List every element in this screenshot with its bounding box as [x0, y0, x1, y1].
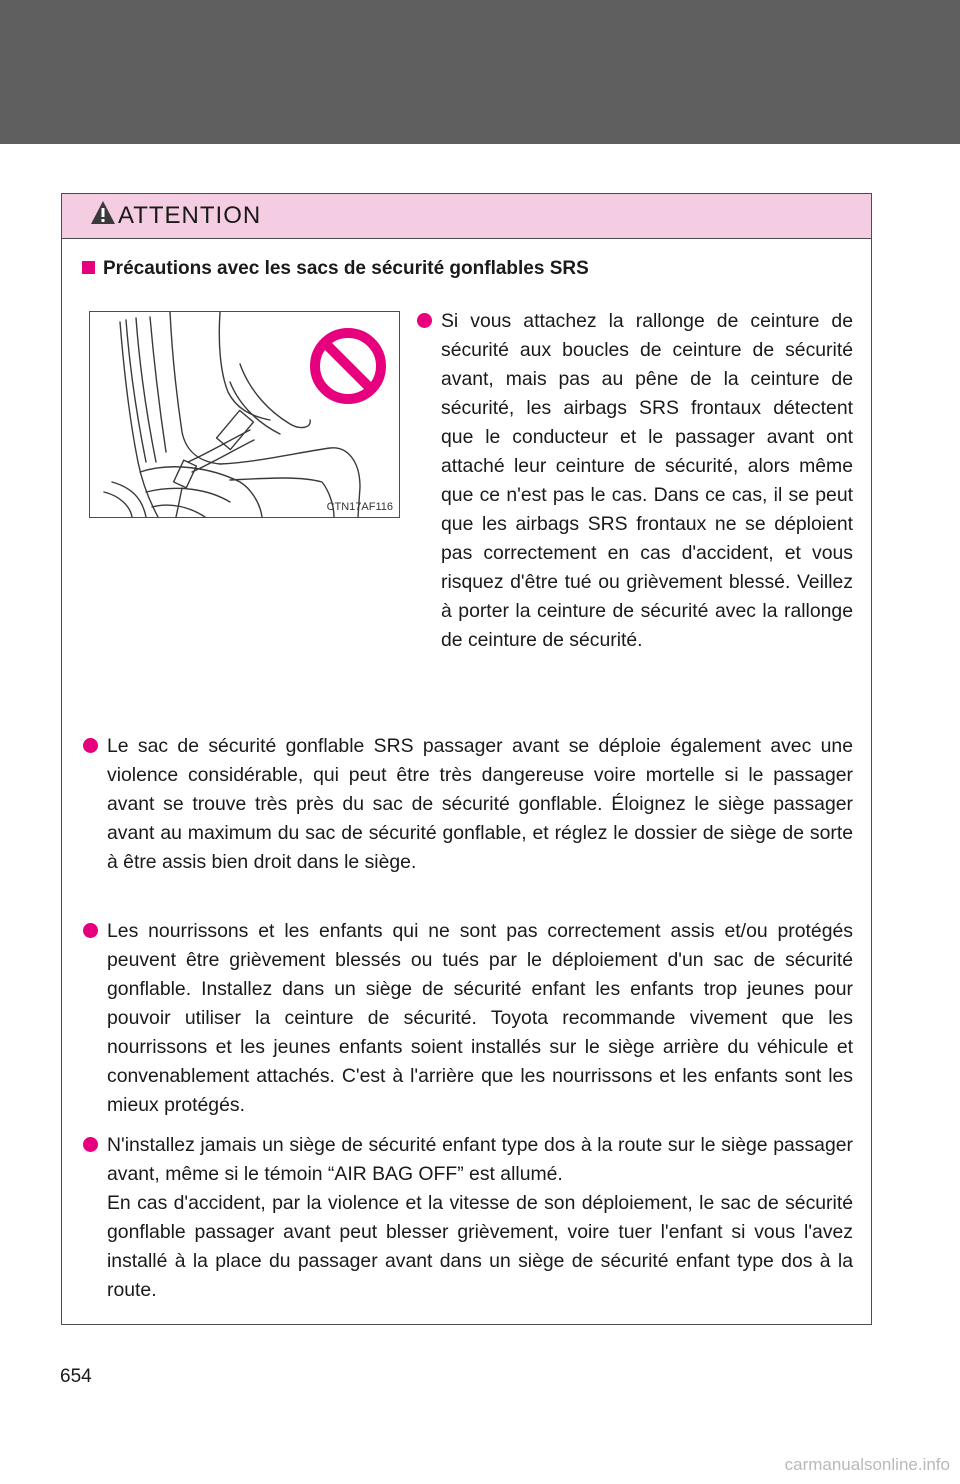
bullet-icon	[83, 923, 98, 938]
warning-item-1-text: Si vous attachez la rallonge de ceinture de sécurité aux boucles de ceinture de sécurité avant, mais pas au pêne de la ceinture de sécurité, les airbags SRS frontaux détectent que le conducteur et le passager avant ont attaché leur ceinture de sécurité, alors même que ce n'est pas le cas. Dans ce cas, il se peut que les airbags SRS frontaux ne se déploient pas correctement en cas d'accident, et vous risquez d'être tué ou grièvement blessé. Veillez à porter la ceinture de sécurité avec la rallonge de ceinture de sécurité.	[441, 310, 853, 651]
warning-item-2-text: Le sac de sécurité gonflable SRS passager avant se déploie également avec une violence considérable, qui peut être très dangereuse voire mortelle si le passager avant se trouve très près du sac de sécurité gonflable. Éloignez le siège passager avant au maximum du sac de sécurité gonflable, et réglez le dossier de siège de sorte à être assis bien droit dans le siège.	[107, 735, 853, 873]
warning-title: ATTENTION	[118, 202, 262, 229]
section-heading-text: Précautions avec les sacs de sécurité gonflables SRS	[103, 258, 589, 279]
seatbelt-illustration	[89, 311, 400, 518]
warning-item-2	[83, 732, 853, 877]
top-header-band	[0, 0, 960, 144]
warning-header	[62, 194, 871, 239]
watermark: carmanualsonline.info	[784, 1455, 950, 1474]
figure-code: CTN17AF116	[326, 501, 393, 513]
prohibition-icon	[308, 326, 388, 406]
bullet-icon	[417, 313, 432, 328]
warning-item-1	[417, 307, 853, 655]
bullet-icon	[83, 1137, 98, 1152]
section-square-icon	[82, 261, 95, 274]
bullet-icon	[83, 738, 98, 753]
page-number: 654	[60, 1366, 92, 1387]
warning-item-3-text: Les nourrissons et les enfants qui ne sont pas correctement assis et/ou protégés peuvent être grièvement blessés ou tués par le déploiement d'un sac de sécurité gonflable. Installez dans un siège de sécurité enfant les enfants trop jeunes pour pouvoir utiliser la ceinture de sécurité. Toyota recommande vivement que les nourrissons et les jeunes enfants soient installés sur le siège arrière du véhicule et convenablement attachés. C'est à l'arrière que les nourrissons et les enfants sont les mieux protégés.	[107, 920, 853, 1116]
warning-item-3	[83, 917, 853, 1120]
warning-triangle-icon	[90, 200, 116, 226]
warning-item-4-text-continued: En cas d'accident, par la violence et la vitesse de son déploiement, le sac de sécurité gonflable passager avant peut blesser grièvement, voire tuer l'enfant si vous l'avez installé à la place du passager avant dans un siège de sécurité enfant type dos à la route.	[107, 1192, 853, 1301]
warning-item-4-text: N'installez jamais un siège de sécurité enfant type dos à la route sur le siège passager avant, même si le témoin “AIR BAG OFF” est allumé.	[107, 1134, 853, 1185]
section-heading	[82, 258, 589, 280]
warning-item-4	[83, 1131, 853, 1305]
warning-box	[61, 193, 872, 1325]
